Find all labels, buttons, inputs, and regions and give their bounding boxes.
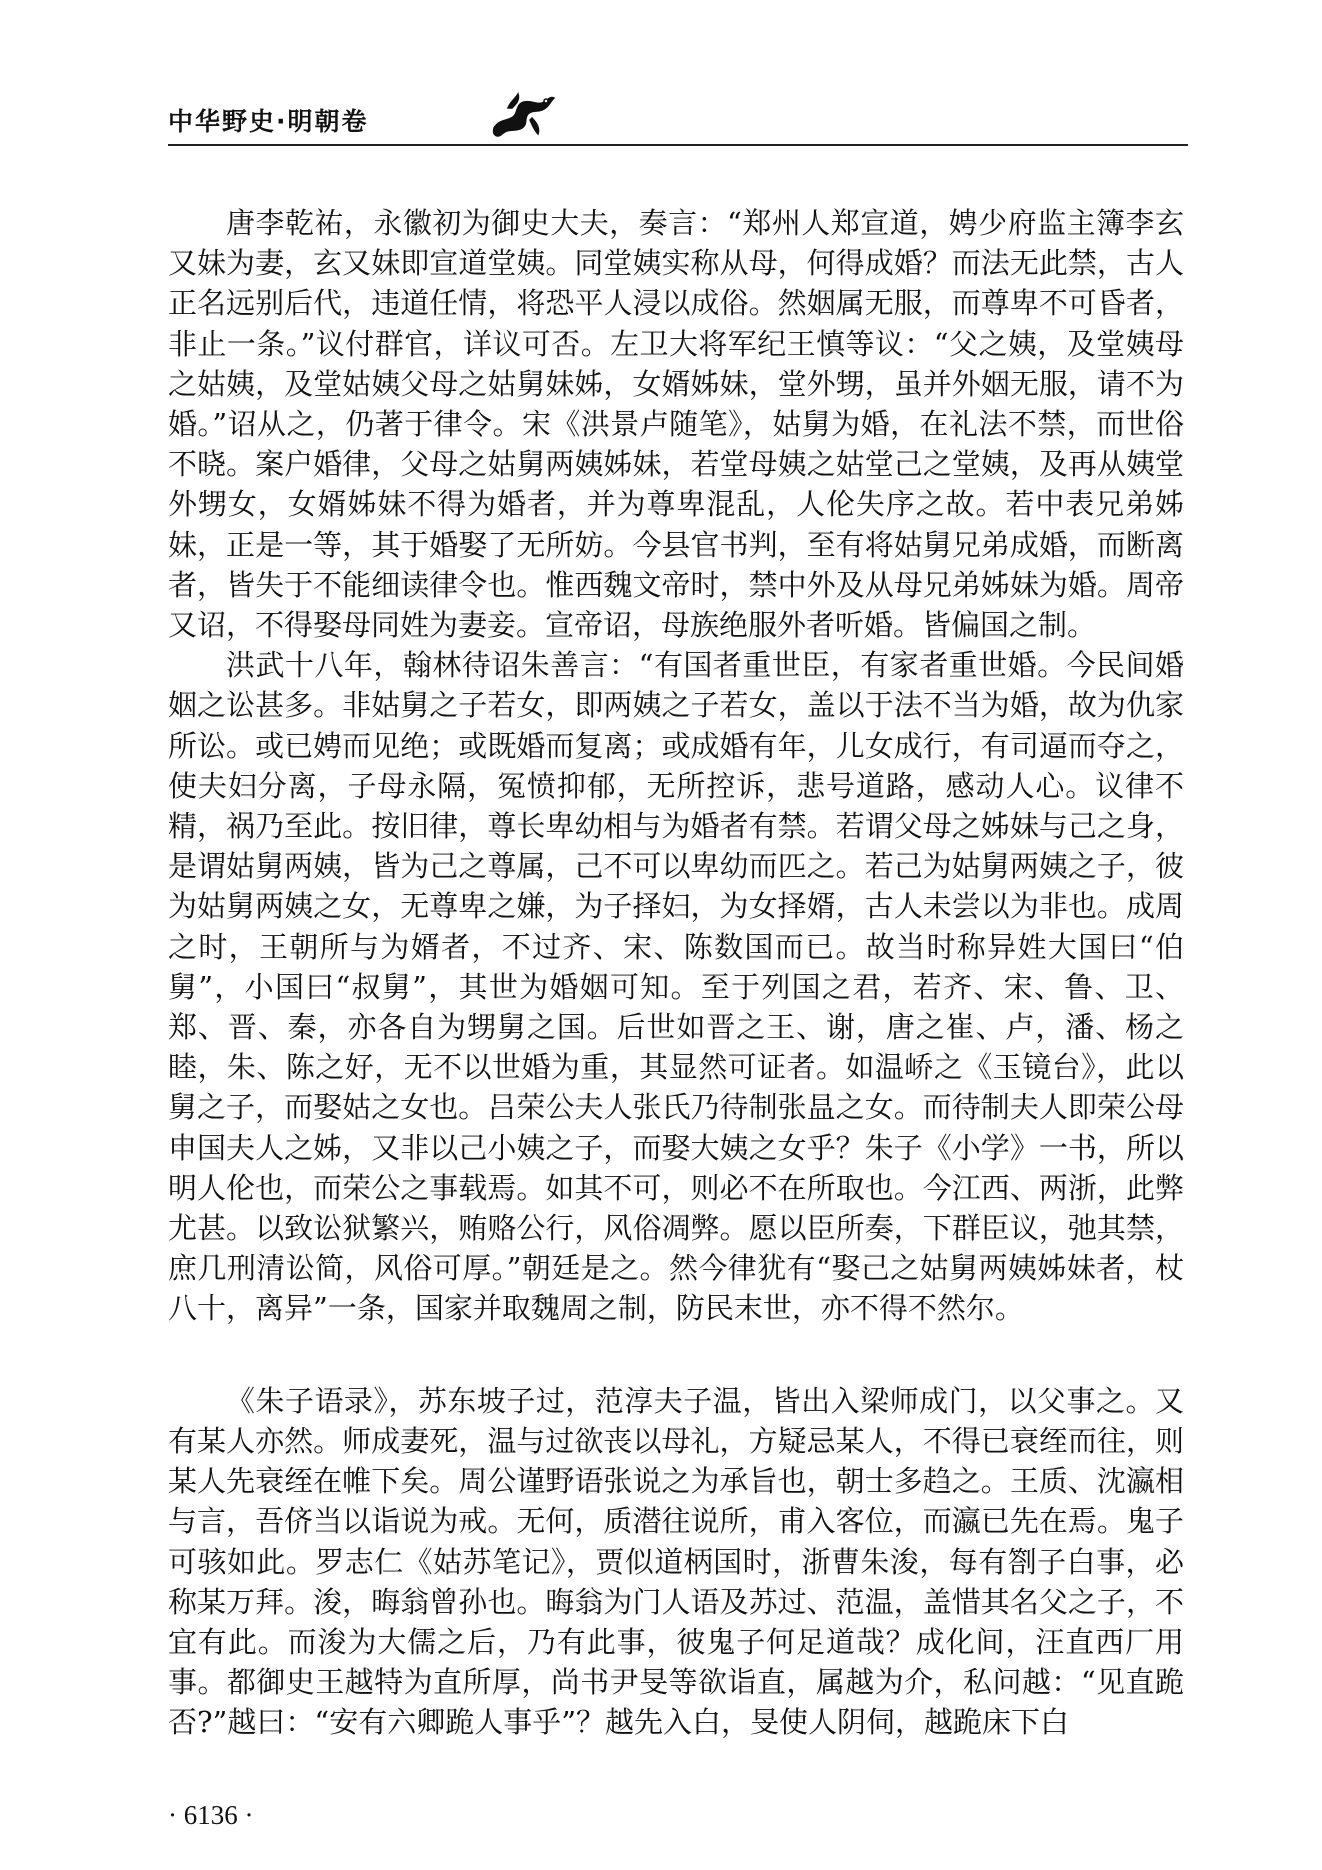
paragraph: 洪武十八年，翰林待诏朱善言：“有国者重世臣，有家者重世婚。今民间婚姻之讼甚多。非姑舅之子若女，即两姨之子若女，盖以于法不当为婚，故为仇家所讼。或已娉而见绝；或既婚而复离；或成婚有年，儿女成行，有司逼而夺之，使夫妇分离，子母永隔，冤愤抑郁，无所控诉，悲号道路，感动人心。议律不精，祸乃至此。按旧律，尊长卑幼相与为婚者有禁。若谓父母之姊妹与己之身，是谓姑舅两姨，皆为己之尊属，己不可以卑幼而匹之。若己为姑舅两姨之子，彼为姑舅两姨之女，无尊卑之嫌，为子择妇，为女择婿，古人未尝以为非也。成周之时，王朝所与为婿者，不过齐、宋、陈数国而已。故当时称异姓大国曰“伯舅”，小国曰“叔舅”，其世为婚姻可知。至于列国之君，若齐、宋、鲁、卫、郑、晋、秦，亦各自为甥舅之国。后世如晋之王、谢，唐之崔、卢，潘、杨之睦，朱、陈之好，无不以世婚为重，其显然可证者。如温峤之《玉镜台》，此以舅之子，而娶姑之女也。吕荣公夫人张氏乃待制张昷之女。而待制夫人即荣公母申国夫人之姊，又非以己小姨之子，而娶大姨之女乎？朱子《小学》一书，所以明人伦也，而荣公之事载焉。如其不可，则必不在所取也。今江西、两浙，此弊尤甚。以致讼狱繁兴，贿赂公行，风俗凋弊。愿以臣所奏，下群臣议，弛其禁，庶几刑清讼简，风俗可厚。”朝廷是之。然今律犹有“娶己之姑舅两姨姊妹者，杖八十，离异”一条，国家并取魏周之制，防民末世，亦不得不然尔。 <box>168 648 1184 1326</box>
paragraph: 唐李乾祐，永徽初为御史大夫，奏言：“郑州人郑宣道，娉少府监主簿李玄又妹为妻，玄又妹即宣道堂姨。同堂姨实称从母，何得成婚？而法无此禁，古人正名远别后代，违道任情，将恐平人浸以成俗。然姻属无服，而尊卑不可昏者，非止一条。”议付群官，详议可否。左卫大将军纪王慎等议：“父之姨，及堂姨母之姑姨，及堂姑姨父母之姑舅妹姊，女婿姊妹，堂外甥，虽并外姻无服，请不为婚。”诏从之，仍著于律令。宋《洪景卢随笔》，姑舅为婚，在礼法不禁，而世俗不晓。案户婚律，父母之姑舅两姨姊妹，若堂母姨之姑堂己之堂姨，及再从姨堂外甥女，女婿姊妹不得为婚者，并为尊卑混乱，人伦失序之故。若中表兄弟姊妹，正是一等，其于婚娶了无所妨。今县官书判，至有将姑舅兄弟成婚，而断离者，皆失于不能细读律令也。惟西魏文帝时，禁中外及从母兄弟姊妹为婚。周帝又诏，不得娶母同姓为妻妾。宣帝诏，母族绝服外者听婚。皆偏国之制。 <box>168 206 1184 643</box>
header-rule <box>168 144 1188 146</box>
main-text <box>168 203 1184 1743</box>
page-number: · 6136 · <box>168 1800 254 1830</box>
section-gap <box>168 1329 1184 1381</box>
paragraph: 《朱子语录》，苏东坡子过，范淳夫子温，皆出入梁师成门，以父事之。又有某人亦然。师成妻死，温与过欲丧以母礼，方疑忌某人，不得已衰绖而往，则某人先衰绖在帷下矣。周公谨野语张说之为承旨也，朝士多趋之。王质、沈瀛相与言，吾侪当以诣说为戒。无何，质潜往说所，甫入客位，而瀛已先在焉。鬼子可骇如此。罗志仁《姑苏笔记》，贾似道柄国时，浙曹朱浚，每有劄子白事，必称某万拜。浚，晦翁曾孙也。晦翁为门人语及苏过、范温，盖惜其名父之子，不宜有此。而浚为大儒之后，乃有此事，彼鬼子何足道哉？成化间，汪直西厂用事。都御史王越特为直所厚，尚书尹旻等欲诣直，属越为介，私问越：“见直跪否?”越曰：“安有六卿跪人事乎”？越先入白，旻使人阴伺，越跪床下白 <box>168 1383 1184 1740</box>
running-header <box>168 98 1188 148</box>
book-title: 中华野史·明朝卷 <box>168 107 369 136</box>
dragon-ornament-icon <box>488 88 558 144</box>
